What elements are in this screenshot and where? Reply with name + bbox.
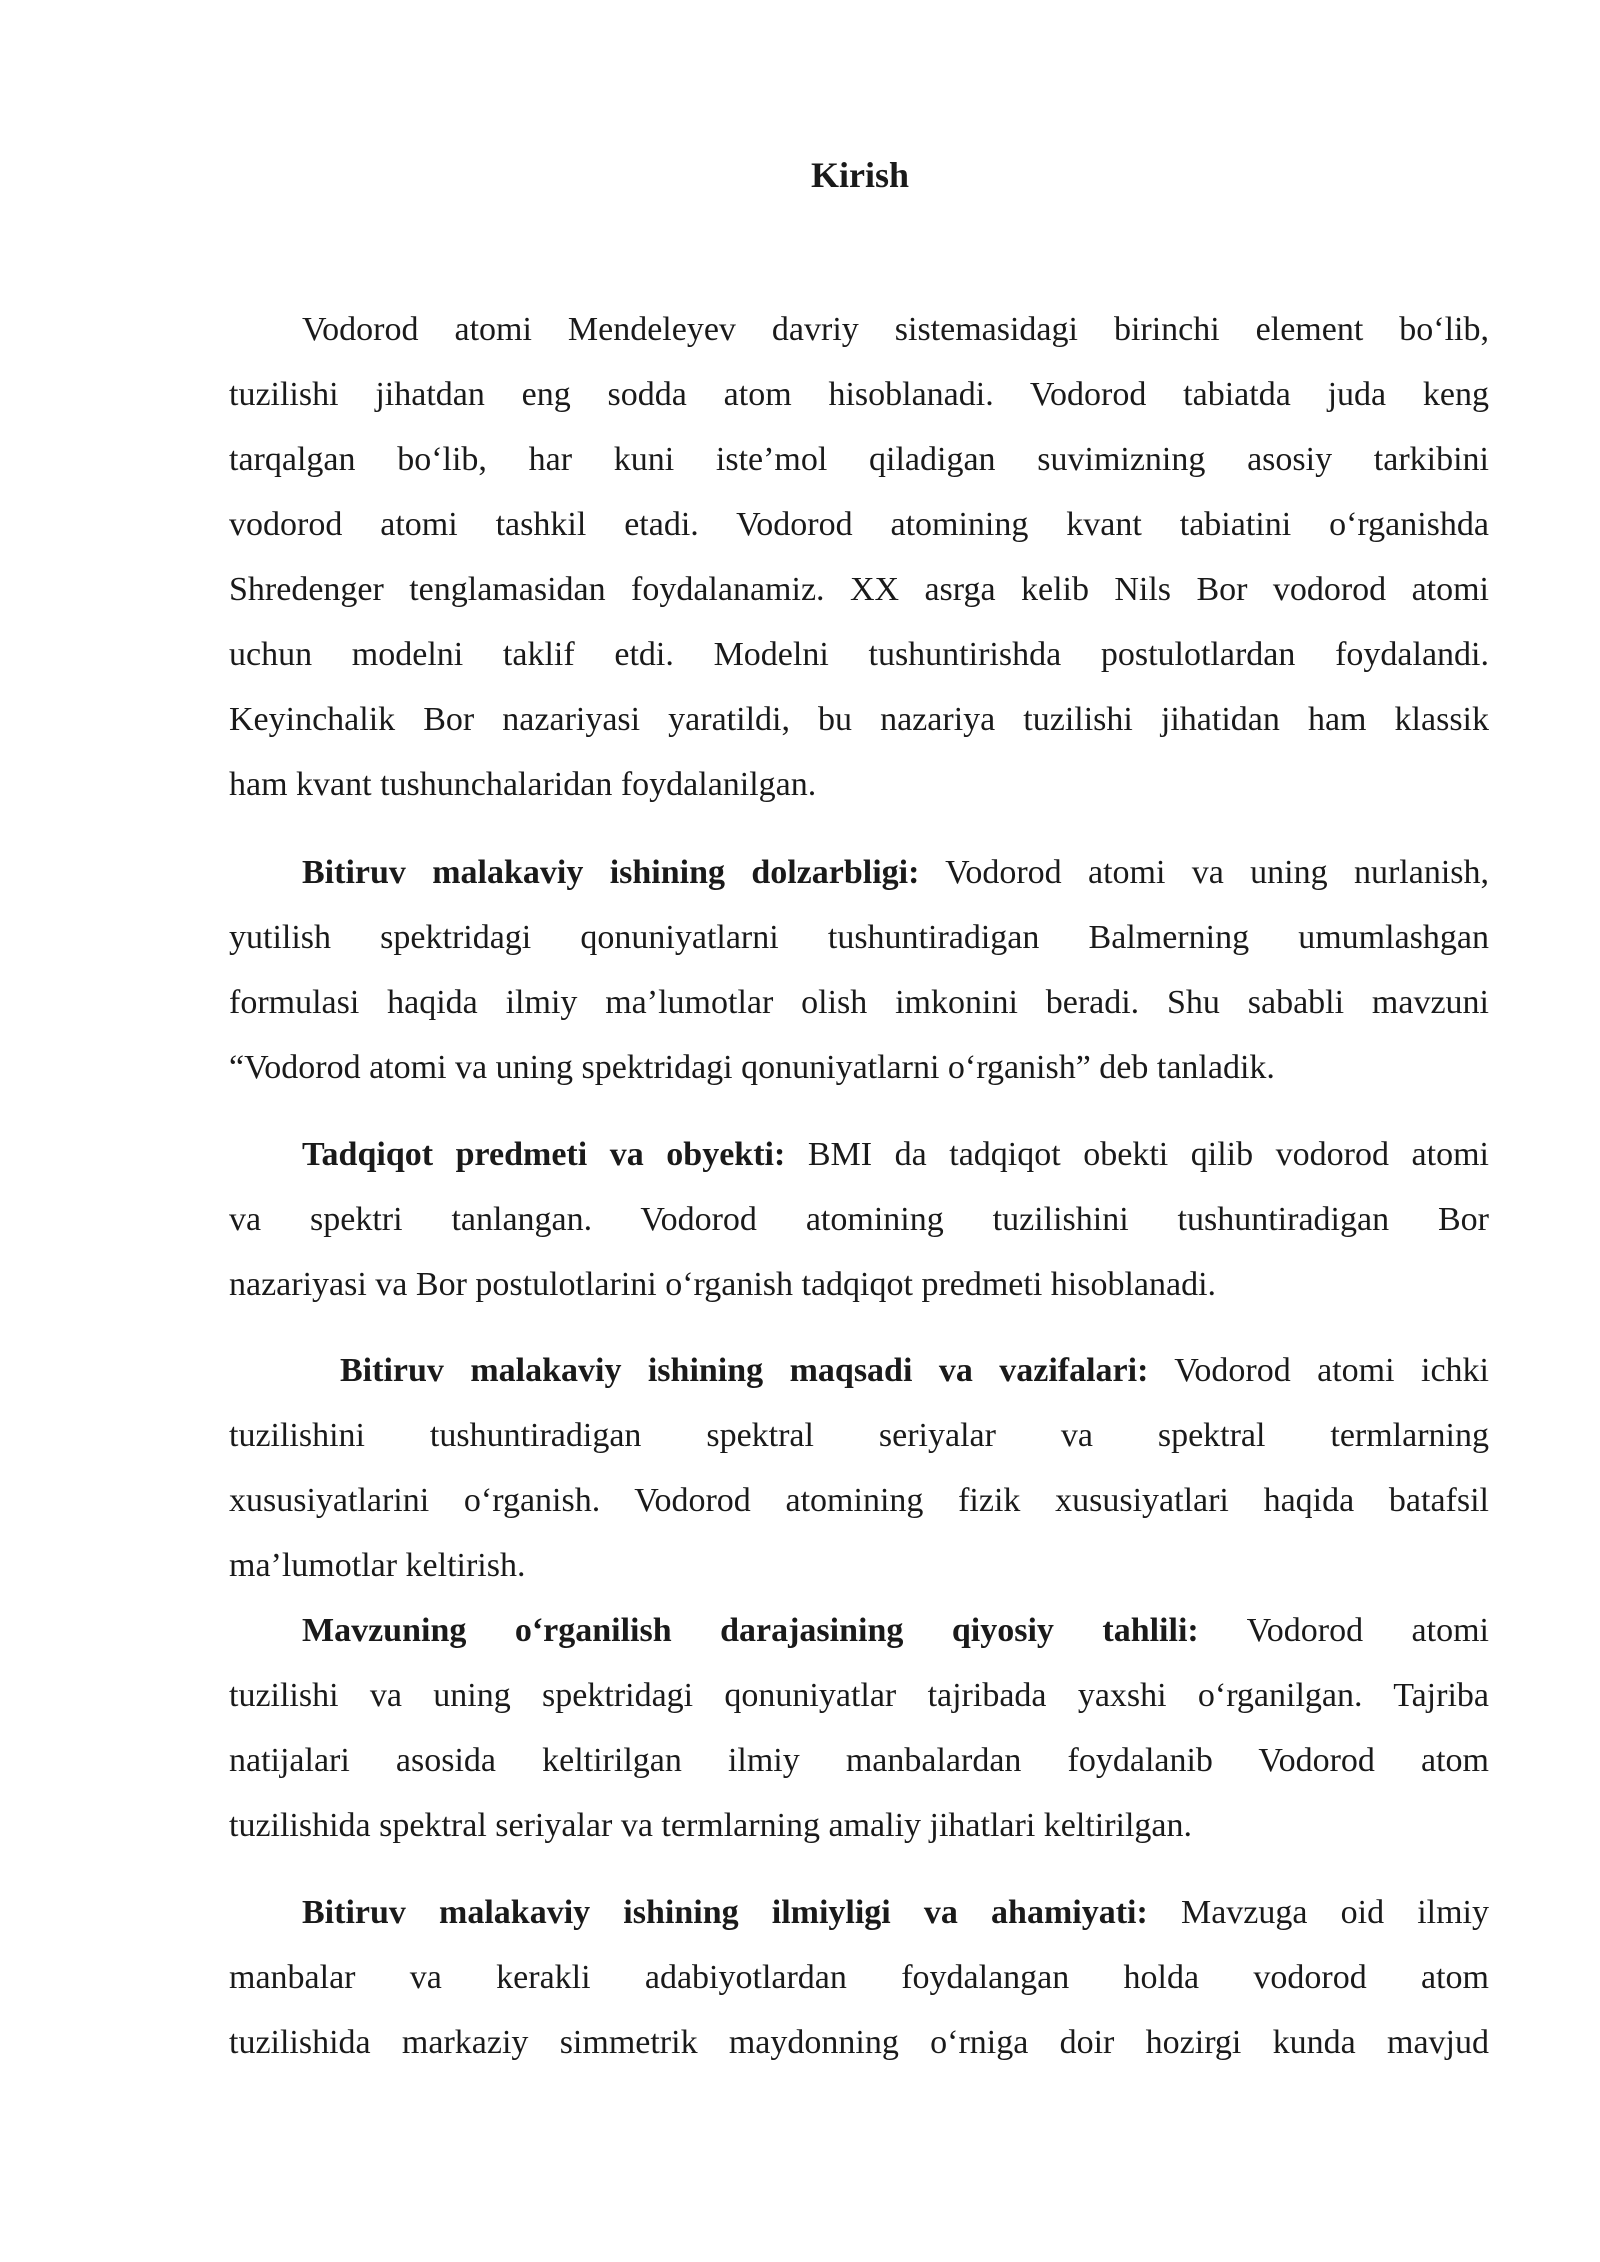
paragraph-first-line — [229, 840, 1489, 905]
paragraph-line: tuzilishida spektral seriyalar va termlarning amaliy jihatlari keltirilgan. — [229, 1807, 1193, 1844]
intro-paragraph — [229, 297, 1489, 817]
section-heading: Bitiruv malakaviy ishining maqsadi va vazifalari: — [340, 1352, 1149, 1389]
paragraph-text: Vodorod atomi — [1198, 1612, 1489, 1649]
paragraph-first-line — [229, 1598, 1489, 1663]
paragraph-line: nazariyasi va Bor postulotlarini o‘rganish tadqiqot predmeti hisoblanadi. — [229, 1266, 1217, 1303]
paragraph-first-line — [229, 1880, 1489, 1945]
paragraph-text: Mavzuga oid ilmiy — [1147, 1894, 1490, 1931]
relevance-paragraph — [229, 840, 1489, 1100]
paragraph-line: xususiyatlarini o‘rganish. Vodorod atomining fizik xususiyatlari haqida batafsil — [229, 1482, 1489, 1519]
paragraph-line: vodorod atomi tashkil etadi. Vodorod atomining kvant tabiatini o‘rganishda — [229, 506, 1489, 543]
study-level-paragraph — [229, 1598, 1489, 1858]
paragraph-line: tuzilishini tushuntiradigan spektral seriyalar va spektral termlarning — [229, 1417, 1489, 1454]
section-heading: Tadqiqot predmeti va obyekti: — [302, 1136, 786, 1173]
paragraph-line: tuzilishi jihatdan eng sodda atom hisoblanadi. Vodorod tabiatda juda keng — [229, 376, 1489, 413]
goals-paragraph — [229, 1338, 1489, 1598]
paragraph-line: va spektri tanlangan. Vodorod atomining tuzilishini tushuntiradigan Bor — [229, 1201, 1489, 1238]
paragraph-line: “Vodorod atomi va uning spektridagi qonuniyatlarni o‘rganish” deb tanladik. — [229, 1049, 1275, 1086]
paragraph-line: yutilish spektridagi qonuniyatlarni tushuntiradigan Balmerning umumlashgan — [229, 919, 1489, 956]
paragraph-line: manbalar va kerakli adabiyotlardan foydalangan holda vodorod atom — [229, 1959, 1489, 1996]
paragraph-text: Vodorod atomi va uning nurlanish, — [919, 854, 1489, 891]
paragraph-line: tuzilishida markaziy simmetrik maydonning o‘rniga doir hozirgi kunda mavjud — [229, 2024, 1489, 2061]
paragraph-first-line — [229, 1122, 1489, 1187]
paragraph-first-line — [229, 1338, 1489, 1403]
section-heading: Bitiruv malakaviy ishining ilmiyligi va ahamiyati: — [302, 1894, 1148, 1931]
paragraph-line: Keyinchalik Bor nazariyasi yaratildi, bu nazariya tuzilishi jihatidan ham klassik — [229, 701, 1489, 738]
paragraph-line: tarqalgan bo‘lib, har kuni iste’mol qiladigan suvimizning asosiy tarkibini — [229, 441, 1489, 478]
paragraph-text: BMI da tadqiqot obekti qilib vodorod atomi — [785, 1136, 1489, 1173]
significance-paragraph — [229, 1880, 1489, 2075]
subject-object-paragraph — [229, 1122, 1489, 1317]
paragraph-line: Vodorod atomi Mendeleyev davriy sistemasidagi birinchi element bo‘lib, — [302, 311, 1489, 348]
section-heading: Bitiruv malakaviy ishining dolzarbligi: — [302, 854, 920, 891]
paragraph-line: natijalari asosida keltirilgan ilmiy manbalardan foydalanib Vodorod atom — [229, 1742, 1489, 1779]
paragraph-line: formulasi haqida ilmiy ma’lumotlar olish imkonini beradi. Shu sababli mavzuni — [229, 984, 1489, 1021]
paragraph-text: Vodorod atomi ichki — [1148, 1352, 1489, 1389]
paragraph-line: uchun modelni taklif etdi. Modelni tushuntirishda postulotlardan foydalandi. — [229, 636, 1489, 673]
section-heading: Mavzuning o‘rganilish darajasining qiyosiy tahlili: — [302, 1612, 1199, 1649]
page-title: Kirish — [810, 155, 909, 195]
paragraph-line: Shredenger tenglamasidan foydalanamiz. XX asrga kelib Nils Bor vodorod atomi — [229, 571, 1489, 608]
paragraph-line: ma’lumotlar keltirish. — [229, 1547, 526, 1584]
paragraph-line: tuzilishi va uning spektridagi qonuniyatlar tajribada yaxshi o‘rganilgan. Tajriba — [229, 1677, 1489, 1714]
paragraph-line: ham kvant tushunchalaridan foydalanilgan. — [229, 766, 817, 803]
